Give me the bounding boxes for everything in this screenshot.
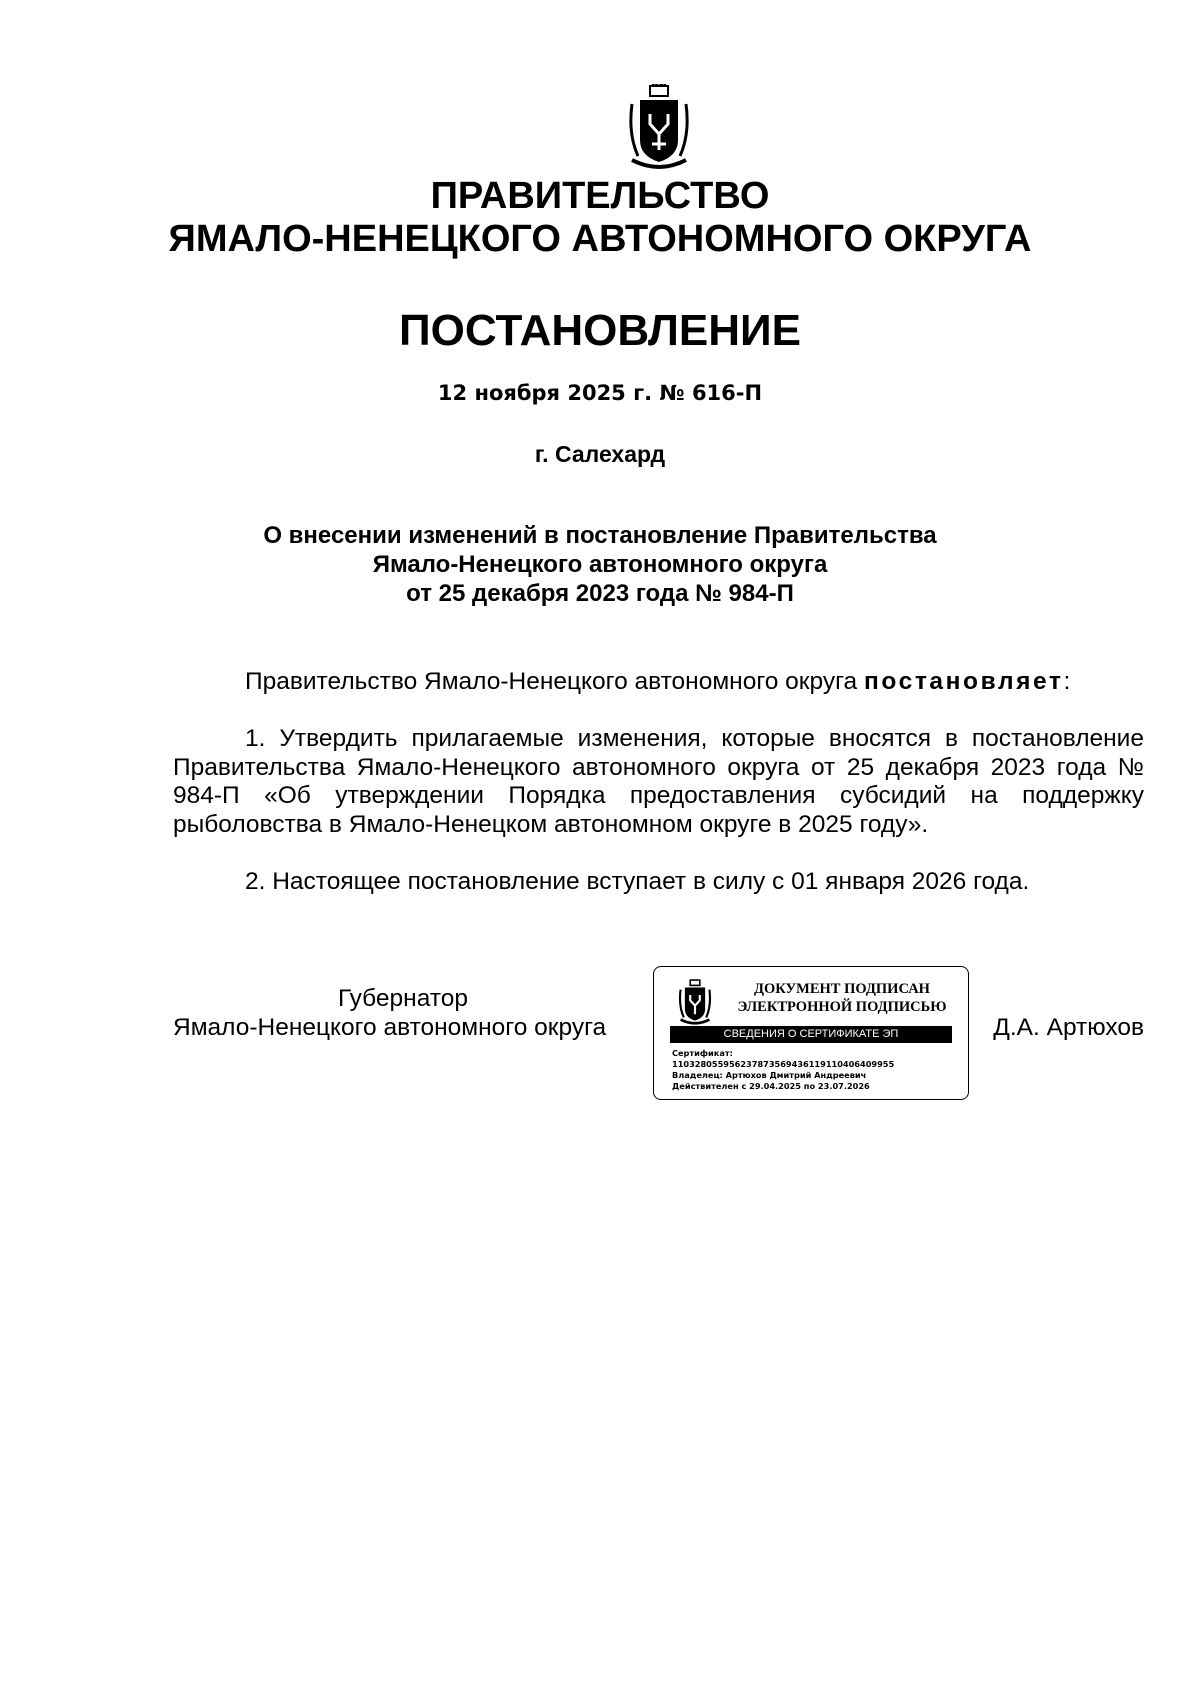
subject-line2: Ямало-Ненецкого автономного округа xyxy=(372,551,828,578)
certificate-label: Сертификат: xyxy=(672,1048,733,1058)
paragraph-1: 1. Утвердить прилагаемые изменения, которые вносятся в постановление Правительства Ямало-Ненецкого автономного округа от 25 декабря 2023 года № 984-П «Об утверждении Порядка предоставления субсидий на поддержку рыболовства в Ямало-Ненецком автономном округе в 2025 году». xyxy=(173,725,1144,838)
paragraph-2: 2. Настоящее постановление вступает в силу с 01 января 2026 года. xyxy=(245,868,1030,895)
government-name-line2: ЯМАЛО-НЕНЕЦКОГО АВТОНОМНОГО ОКРУГА xyxy=(168,218,1032,260)
decree-word: постановляет xyxy=(863,668,1064,695)
yanao-coat-of-arms-icon xyxy=(678,979,712,1027)
certificate-validity: Действителен с 29.04.2025 по 23.07.2026 xyxy=(672,1081,870,1091)
certificate-serial: 11032805595623787356943611911040640995​5 xyxy=(672,1059,895,1069)
document-type: ПОСТАНОВЛЕНИЕ xyxy=(398,306,802,355)
stamp-certificate-bar: СВЕДЕНИЯ О СЕРТИФИКАТЕ ЭП xyxy=(670,1026,952,1043)
subject-line1: О внесении изменений в постановление Правительства xyxy=(263,522,937,549)
government-name-line1: ПРАВИТЕЛЬСТВО xyxy=(430,175,770,217)
signatory-title-line2: Ямало-Ненецкого автономного округа xyxy=(173,1014,607,1041)
coat-of-arms-icon xyxy=(628,84,690,174)
document-date-number: 12 ноября 2025 г. № 616-П xyxy=(437,381,763,405)
signatory-title-line1: Губернатор xyxy=(338,985,468,1012)
decree-intro-text: Правительство Ямало-Ненецкого автономного округа xyxy=(245,668,858,695)
certificate-owner: Владелец: Артюхов Дмитрий Андреевич xyxy=(672,1070,867,1080)
stamp-title-line1: ДОКУМЕНТ ПОДПИСАН xyxy=(754,981,930,997)
document-city: г. Салехард xyxy=(534,441,666,467)
signatory-name: Д.А. Артюхов xyxy=(993,1014,1144,1041)
subject-line3: от 25 декабря 2023 года № 984-П xyxy=(406,580,794,607)
stamp-title-line2: ЭЛЕКТРОННОЙ ПОДПИСЬЮ xyxy=(737,999,947,1015)
decree-colon: : xyxy=(1063,668,1071,695)
decree-intro xyxy=(173,668,1144,697)
e-signature-stamp xyxy=(653,966,969,1100)
